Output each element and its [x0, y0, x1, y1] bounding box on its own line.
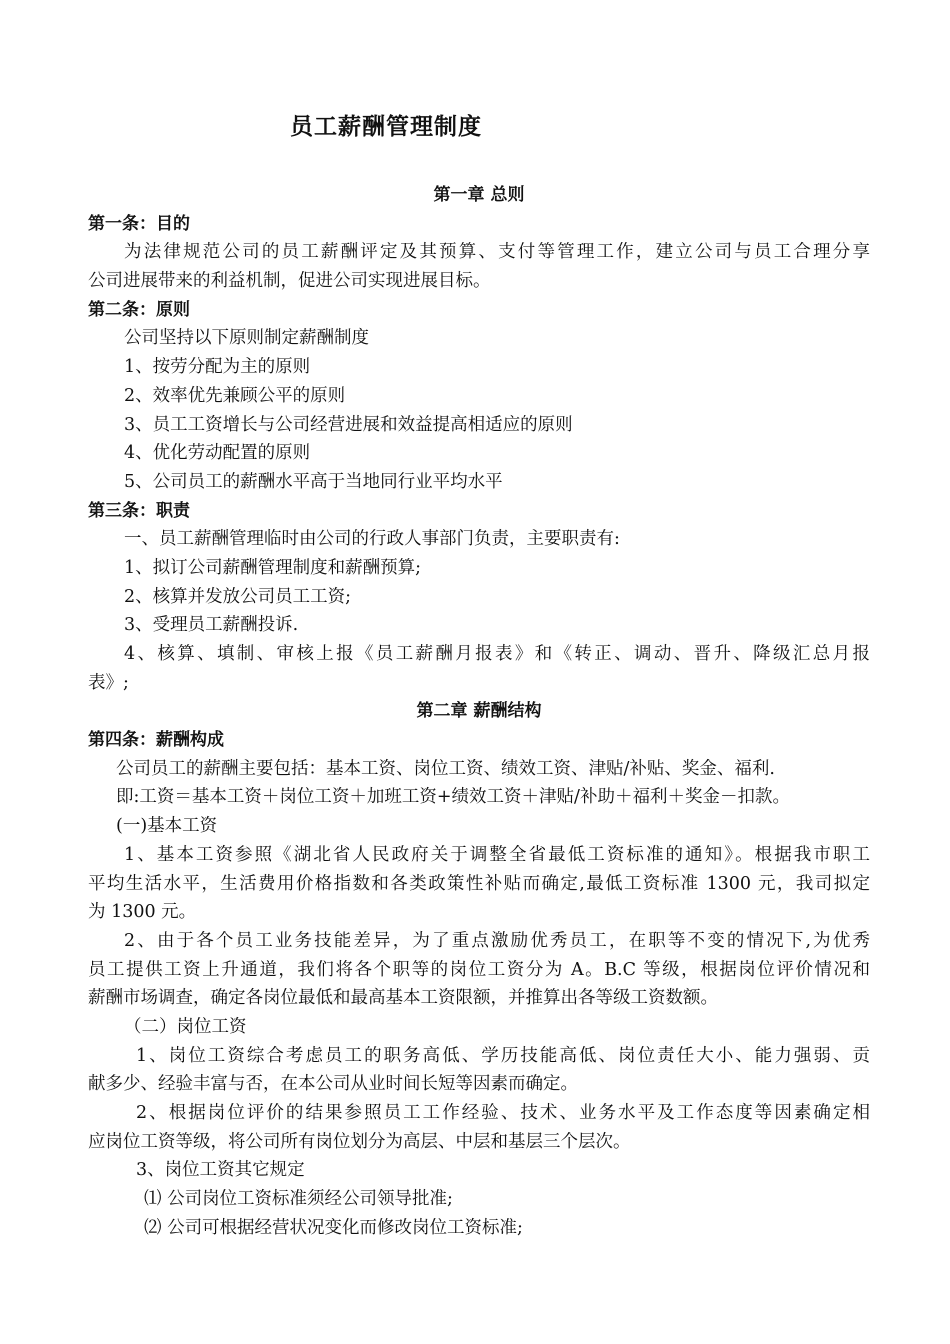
paragraph-line: 公司坚持以下原则制定薪酬制度: [124, 328, 369, 349]
page-title: 员工薪酬管理制度: [290, 114, 482, 140]
formula-line: 即:工资＝基本工资＋岗位工资＋加班工资+绩效工资＋津贴/补助＋福利＋奖金－扣款。: [116, 787, 790, 808]
section-heading: （二）岗位工资: [124, 1016, 247, 1037]
chapter-heading-1: 第一章 总则: [433, 185, 525, 205]
list-item: ⑴ 公司岗位工资标准须经公司领导批准;: [144, 1189, 453, 1210]
list-item: 2、核算并发放公司员工工资;: [124, 586, 352, 607]
paragraph-line: 为 1300 元。: [88, 902, 197, 923]
paragraph-line: 献多少、经验丰富与否，在本公司从业时间长短等因素而确定。: [88, 1074, 578, 1095]
list-item: 4、核算、填制、审核上报《员工薪酬月报表》和《转正、调动、晋升、降级汇总月报: [124, 644, 870, 664]
list-item: 2、效率优先兼顾公平的原则: [124, 385, 346, 406]
paragraph-line: 为法律规范公司的员工薪酬评定及其预算、支付等管理工作，建立公司与员工合理分享: [124, 242, 870, 263]
list-item: 1、拟订公司薪酬管理制度和薪酬预算;: [124, 557, 422, 578]
list-item: 3、受理员工薪酬投诉.: [124, 615, 299, 636]
article-heading-3: 第三条：职责: [88, 500, 190, 521]
list-item: 1、按劳分配为主的原则: [124, 357, 311, 378]
paragraph-line: 公司进展带来的利益机制，促进公司实现进展目标。: [88, 271, 491, 292]
list-item: 4、优化劳动配置的原则: [124, 443, 311, 464]
paragraph-line: 一、员工薪酬管理临时由公司的行政人事部门负责，主要职责有:: [124, 529, 620, 550]
paragraph-line: 平均生活水平，生活费用价格指数和各类政策性补贴而确定,最低工资标准 1300 元，我司拟定: [88, 873, 870, 894]
section-heading: (一)基本工资: [116, 816, 218, 837]
list-item: 5、公司员工的薪酬水平高于当地同行业平均水平: [124, 471, 503, 492]
chapter-heading-2: 第二章 薪酬结构: [416, 701, 542, 722]
paragraph-line: 2、由于各个员工业务技能差异，为了重点激励优秀员工，在职等不变的情况下,为优秀: [124, 930, 870, 951]
paragraph-line: 1、基本工资参照《湖北省人民政府关于调整全省最低工资标准的通知》。根据我市职工: [124, 844, 870, 865]
list-item: ⑵ 公司可根据经营状况变化而修改岗位工资标准;: [144, 1217, 523, 1238]
paragraph-line: 公司员工的薪酬主要包括：基本工资、岗位工资、绩效工资、津贴/补贴、奖金、福利.: [116, 758, 775, 779]
paragraph-line: 2、根据岗位评价的结果参照员工工作经验、技术、业务水平及工作态度等因素确定相: [136, 1103, 870, 1123]
paragraph-line: 应岗位工资等级，将公司所有岗位划分为高层、中层和基层三个层次。: [88, 1131, 631, 1152]
paragraph-line: 3、岗位工资其它规定: [136, 1160, 305, 1181]
list-item-continuation: 表》;: [88, 672, 129, 693]
article-heading-4: 第四条：薪酬构成: [88, 730, 224, 751]
article-heading-2: 第二条：原则: [88, 299, 190, 320]
list-item: 3、员工工资增长与公司经营进展和效益提高相适应的原则: [124, 414, 573, 435]
paragraph-line: 员工提供工资上升通道，我们将各个职等的岗位工资分为 A。B.C 等级，根据岗位评价情况和: [88, 959, 870, 980]
paragraph-line: 1、岗位工资综合考虑员工的职务高低、学历技能高低、岗位责任大小、能力强弱、贡: [136, 1045, 870, 1066]
paragraph-line: 薪酬市场调查，确定各岗位最低和最高基本工资限额，并推算出各等级工资数额。: [88, 988, 718, 1009]
article-heading-1: 第一条：目的: [88, 213, 190, 234]
document-body: [88, 181, 870, 1242]
